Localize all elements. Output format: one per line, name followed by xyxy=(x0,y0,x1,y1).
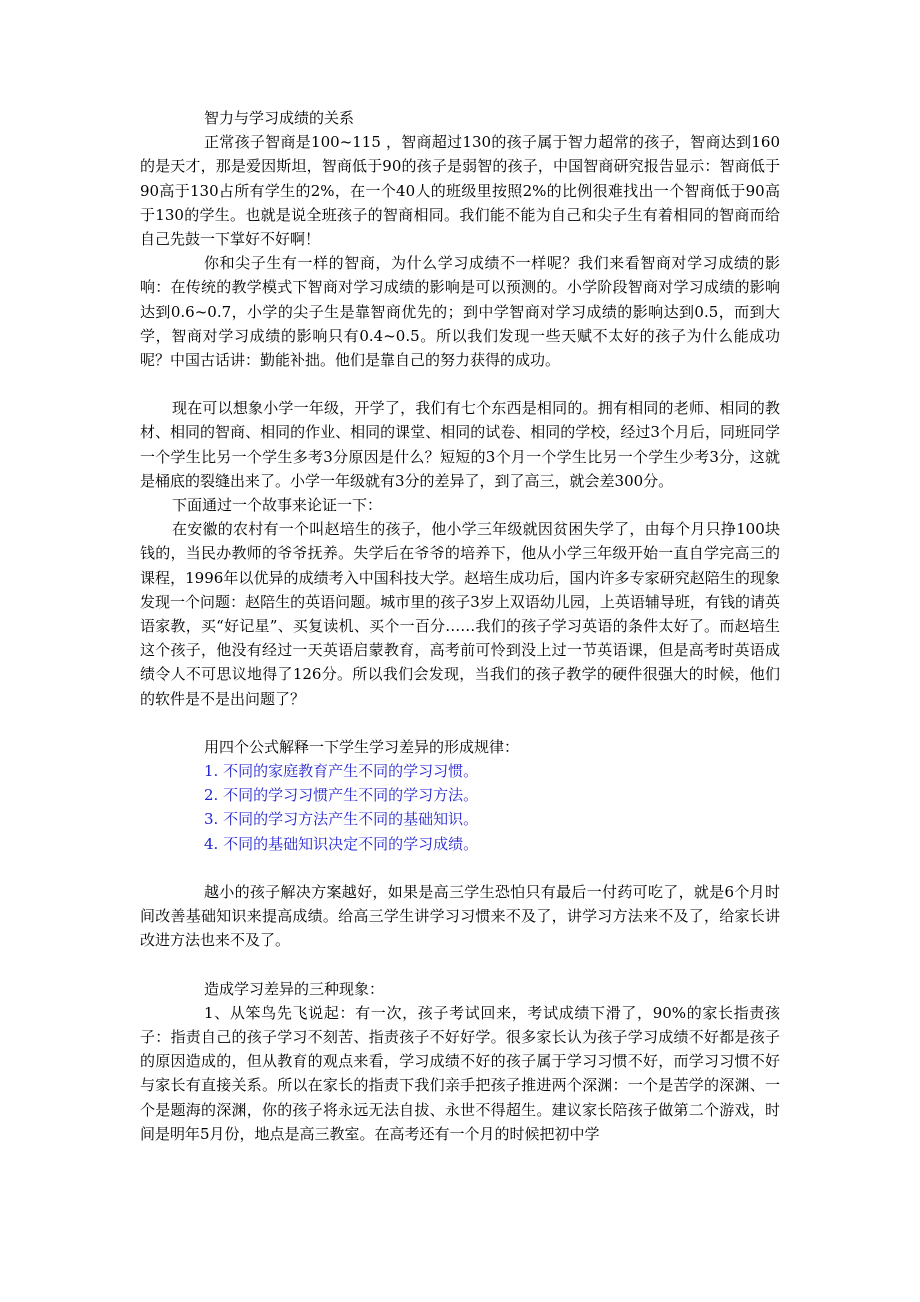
list-item: 3. 不同的学习方法产生不同的基础知识。 xyxy=(204,810,479,829)
list-item: 1. 不同的家庭教育产生不同的学习习惯。 xyxy=(204,762,479,781)
paragraph-iq-influence: 你和尖子生有一样的智商，为什么学习成绩不一样呢？我们来看智商对学习成绩的影响：在传统的教学模式下智商对学习成绩的影响是可以预测的。小学阶段智商对学习成绩的影响达到0.6~0.7，小学的尖子生是靠智商优先的；到中学智商对学习成绩的影响达到0.5，而到大学，智商对学习成绩的影响只有0.4~0.5。所以我们发现一些天赋不太好的孩子为什么能成功呢？中国古话讲：勤能补拙。他们是靠自己的努力获得的成功。 xyxy=(140,254,780,370)
paragraph-three-phenomena: 造成学习差异的三种现象： xyxy=(204,979,385,998)
paragraph-early-bird: 1、从笨鸟先飞说起：有一次，孩子考试回来，考试成绩下滑了，90%的家长指责孩子：指责自己的孩子学习不刻苦、指责孩子不好好学。很多家长认为孩子学习成绩不好都是孩子的原因造成的，但从教育的观点来看，学习成绩不好的孩子属于学习习惯不好，而学习习惯不好与家长有直接关系。所以在家长的指责下我们亲手把孩子推进两个深渊：一个是苦学的深渊、一个是题海的深渊，你的孩子将永远无法自拔、永世不得超生。建议家长陪孩子做第二个游戏，时间是明年5月份，地点是高三教室。在高考还有一个月的时候把初中学 xyxy=(140,1003,780,1143)
paragraph-first-grade: 现在可以想象小学一年级，开学了，我们有七个东西是相同的。拥有相同的老师、相同的教材、相同的智商、相同的作业、相同的课堂、相同的试卷、相同的学校，经过3个月后，同班同学一个学生比另一个学生多考3分原因是什么？短短的3个月一个学生比另一个学生少考3分，这就是桶底的裂缝出来了。小学一年级就有3分的差异了，到了高三，就会差300分。 xyxy=(140,399,780,490)
paragraph-younger-better: 越小的孩子解决方案越好，如果是高三学生恐怕只有最后一付药可吃了，就是6个月时间改善基础知识来提高成绩。给高三学生讲学习习惯来不及了，讲学习方法来不及了，给家长讲改进方法也来不及了。 xyxy=(140,882,780,950)
paragraph-story-intro: 下面通过一个故事来论证一下： xyxy=(172,496,383,515)
document-title: 智力与学习成绩的关系 xyxy=(204,109,355,127)
document-page xyxy=(140,106,780,1146)
list-item: 4. 不同的基础知识决定不同的学习成绩。 xyxy=(204,834,479,853)
list-item: 2. 不同的学习习惯产生不同的学习方法。 xyxy=(204,786,479,805)
paragraph-iq-range: 正常孩子智商是100~115 ，智商超过130的孩子属于智力超常的孩子，智商达到160的是天才，那是爱因斯坦，智商低于90的孩子是弱智的孩子，中国智商研究报告显示：智商低于90高于130占所有学生的2%，在一个40人的班级里按照2%的比例很难找出一个智商低于90高于130的学生。也就是说全班孩子的智商相同。我们能不能为自己和尖子生有着相同的智商而给自己先鼓一下掌好不好啊！ xyxy=(140,133,780,249)
formula-list xyxy=(140,759,780,856)
paragraph-zhao-peisheng-story: 在安徽的农村有一个叫赵培生的孩子，他小学三年级就因贫困失学了，由每个月只挣100块钱的，当民办教师的爷爷抚养。失学后在爷爷的培养下，他从小学三年级开始一直自学完高三的课程，1996年以优异的成绩考入中国科技大学。赵培生成功后，国内许多专家研究赵陪生的现象发现一个问题：赵陪生的英语问题。城市里的孩子3岁上双语幼儿园，上英语辅导班，有钱的请英语家教，买“好记星”、买复读机、买个一百分……我们的孩子学习英语的条件太好了。而赵培生这个孩子，他没有经过一天英语启蒙教育，高考前可怜到没上过一节英语课，但是高考时英语成绩令人不可思议地得了126分。所以我们会发现，当我们的孩子教学的硬件很强大的时候，他们的软件是不是出问题了？ xyxy=(140,520,780,708)
paragraph-four-formulas: 用四个公式解释一下学生学习差异的形成规律： xyxy=(204,737,520,756)
